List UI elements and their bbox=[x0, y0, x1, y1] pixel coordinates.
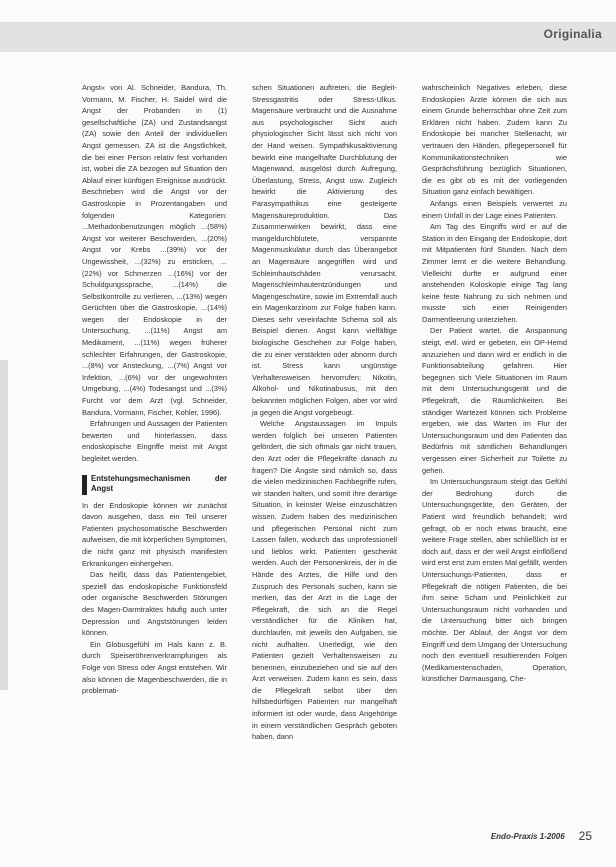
journal-name: Endo-Praxis 1-2006 bbox=[490, 831, 565, 841]
section-label: Originalia bbox=[543, 27, 602, 41]
paragraph: Im Untersuchungsraum steigt das Gefühl der Bedrohung durch die Untersuchungsgeräte, den Geräten, der Patient wird freundlich behandelt; wird gefragt, ob er noch etwas braucht, eine weitere Frage stellen, aber schließlich ist er doch auf, dass er der weil Angst einflößend wird erst erst zum ersten Mal gefällt, werden Untersuchungs-Patienten, dass er Pflegekraft die nötigen Patienten, die bei ihm seine Scham und Peinlichkeit zur Untersuchungsraum nicht vorhanden und die Untersuchung bitter sich bringen möchte. Der Ablauf, der Angst vor dem Eingriff und dem Umgang der Untersuchung noch den eventuell resultierenden Folgen (Medikamentenschaden, Operation, künstlicher Darmausgang, Che- bbox=[422, 477, 567, 684]
paragraph: In der Endoskopie können wir zunächst davon ausgehen, dass ein Teil unserer Patienten psychosomatische Beschwerden aufweisen, die mit körperlichen Symptomen, die nicht ganz mit physisch manifesten Erkrankungen einhergehen. bbox=[82, 500, 228, 568]
paragraph: Der Patient wartet, die Anspannung steigt, evtl. wird er gebeten, ein OP-Hemd anzuziehen und dann wird er endlich in die Funktionsabteilung gefahren. Hier begegnen sich Viele Situationen im Raum mit dem Untersuchungsgerät und die Pflegekraft, die Räumlichkeiten. Bei ständiger Wartezeit können sich Probleme ergeben, wie das Warten im Flur der Untersuchungsraum und den Patienten das Bedürfnis mit sämtlichen Behandlungen vergessen einer Sicherheit zur Toilette zu gehen. bbox=[422, 326, 567, 475]
heading-marker bbox=[82, 475, 87, 495]
text-column-3 bbox=[422, 82, 567, 685]
page-number: 25 bbox=[578, 829, 592, 843]
section-header-bar bbox=[0, 22, 616, 52]
section-heading-text: Entstehungsmechanismen der Angst bbox=[91, 473, 227, 494]
text-column-1 bbox=[82, 82, 227, 697]
paragraph: Angst« von Al. Schneider, Bandura, Th. Vormann, M. Fischer, H. Saidel wird die Angst der Probanden in (1) gesellschaftliche (ZA) und Zustandsangst (ZA) sowie den Anteil der individuellen Angst gemessen. ZA ist die Angstlichkeit, die bei einer Person relativ fest vorhanden ist, wobei die ZA bezogen auf Situation den Ablauf einer künftigen Ereignisse ausdrückt. Beschrieben wird die Angst vor der Gastroskopie in Prozentangaben und folgenden Kategorien: ...Methadonbenutzungen möglich ...(58%) Angst vor weiterer Beschwerden, ...(20%) Angst vor Krebs ...(39%) vor der Ungewissheit, ...(32%) zu ersticken, ...(22%) vor Schmerzen ...(16%) vor der Schuldgungssprache, ...(14%) die Selbstkontrolle zu verlieren, ...(13%) wegen Gerüchten über die Gastroskopie, ...(14%) wegen der Endoskopie in der Untersuchung, ...(11%) Angst am Medikament, ...(11%) wegen früherer schlechter Erfahrungen, der Gastroskopie, ...(8%) vor Ansteckung, ...(7%) Angst vor Infektion, ...(6%) vor der ungewohnten Umgebung, ...(4%) Todesangst und ...(3%) Furcht vor dem Arzt (vgl. Schneider, Bandura, Vormann, Fischer, Kohler, 1996). bbox=[82, 83, 227, 417]
paragraph: Welche Angstaussagen im Impuls werden folglich bei unseren Patienten gefördert, die sich oftmals gar nicht trauen, den Arzt oder die Pflegekräfte danach zu fragen? Die Ängste sind nämlich so, dass die vielen medizinischen Fachbegriffe rufen, wir standen halten, und somit ihre derartige Situation, in keinster Weise einzuschätzen wissen. Zudem haben des medizinischen und pflegerischen Personal nicht zum Lassen fallen, wodurch das unprofessionell und lieblos wirkt. Patienten geschenkt werden. Auch der Personenkreis, der in die Hände des Arztes, die Hilfe und den Zuspruch des Personals suchen, kann sie merken, das der Arzt in die Lage der Pflegekraft, die sich an die Regel verständlicher für die Kliniken hat, durchlaufen, mit jeweils den Aufgaben, sie nicht aufhalten. Unerledigt, wie den Patienten gezielt Verhaltensweisen zu benennen, einzubeziehen und sie auf den Arzt verweisen. Zudem kann es sein, dass die Pflegekraft selbst über den hilfsbedürftigen Patienten nur mangelhaft informiert ist oder wurde, dass Angehörige in einem verständlichen Gespräch geboten haben, dann bbox=[252, 419, 397, 742]
page-footer bbox=[491, 829, 592, 843]
paragraph: Erfahrungen und Aussagen der Patienten bewerten und hinterlassen, dass endoskopische Eingriffe meist mit Angst begleitet werden. bbox=[82, 419, 227, 463]
paragraph: schen Situationen auftreten, die Begleit-Stressgastritis oder Stress-Ulkus. Magensäure verbraucht und die Ausnahme aus psychologischer Sicht auch physiologischer Sicht lässt sich nicht von der Hand weisen. Sympathikusaktivierung bewirkt eine mangelhafte Durchblutung der Magenwand, ausgelöst durch Aufregung, Überlastung, Stress, Angst usw. Zugleich bewirkt die Aktivierung des Parasympathikus eine gesteigerte Magensäureproduktion. Das Zusammenwirken bewirkt, dass eine mangeldurchblutete, verspannte Magenmuskulatur durch das Überangebot an Magensäure angegriffen wird und Schleimhautschäden verursacht. Magenschleimhautentzündungen und Magengeschwüre, sowie im Extremfall auch ein Magenkarzinom zur Folge haben kann. Dieses sehr vereinfachte Schema soll als Beispiel dienen. Angst kann vielfältige biologische Geschehen zur Folge haben, die zu einer verstärkten oder abnorm durch ist. Stress kann ungünstige Verhaltensweisen hervorrufen: Nikotin, Alkohol- und Nikotinabusus, mit den bekannten möglichen Folgen, aber vor wird ja gegen die Angst vorgebeugt. bbox=[252, 83, 397, 417]
paragraph: Anfangs einen Beispiels verwertet zu einem Unfall in der Lage eines Patienten. bbox=[422, 198, 567, 220]
paragraph: Ein Globusgefühl im Hals kann z. B. durch Speiseröhrenverkrampfungen als Folge von Stress oder Angst entstehen. Wir also können die Magenbeschwerden, die in problemati- bbox=[82, 639, 227, 696]
page-edge-shadow bbox=[0, 360, 8, 690]
paragraph: Am Tag des Eingriffs wird er auf die Station in den Eingang der Endoskopie, dort mit Mitpatienten fünf Stunden. Nach dem Zimmer lernt er die weitere Behandlung. Vielleicht durfte er aufgrund einer anstehenden Koloskopie einige Tag lang keine feste Nahrung zu sich nehmen und musste sich einer Reinigenden Darmentleerung unterziehen. bbox=[422, 222, 567, 324]
section-heading bbox=[82, 474, 227, 495]
text-column-2 bbox=[252, 82, 397, 743]
paragraph: Das heißt, dass das Patientengebiet, speziell das endoskopische Funktionsfeld oder organische Beschwerden Störungen des Magen-Darmtraktes häufig auch unter Depression und Angststörungen leiden können. bbox=[82, 570, 227, 638]
paragraph: wahrscheinlich Negatives erleben, diese Endoskopien Ärzte können die sich aus einem Grunde beherrschbar ohne Zeit zum Erklären nicht haben. Zudem kann Zu Endoskopie bei mancher Stellenacht, wir vertrauen den Händen, pflegepersonell für Kommunikationstechniken wie Gesprächsführung bezüglich Situationen, die es gibt ob es mit der vorliegenden Situation ganz einfach bewältigen. bbox=[422, 83, 567, 197]
